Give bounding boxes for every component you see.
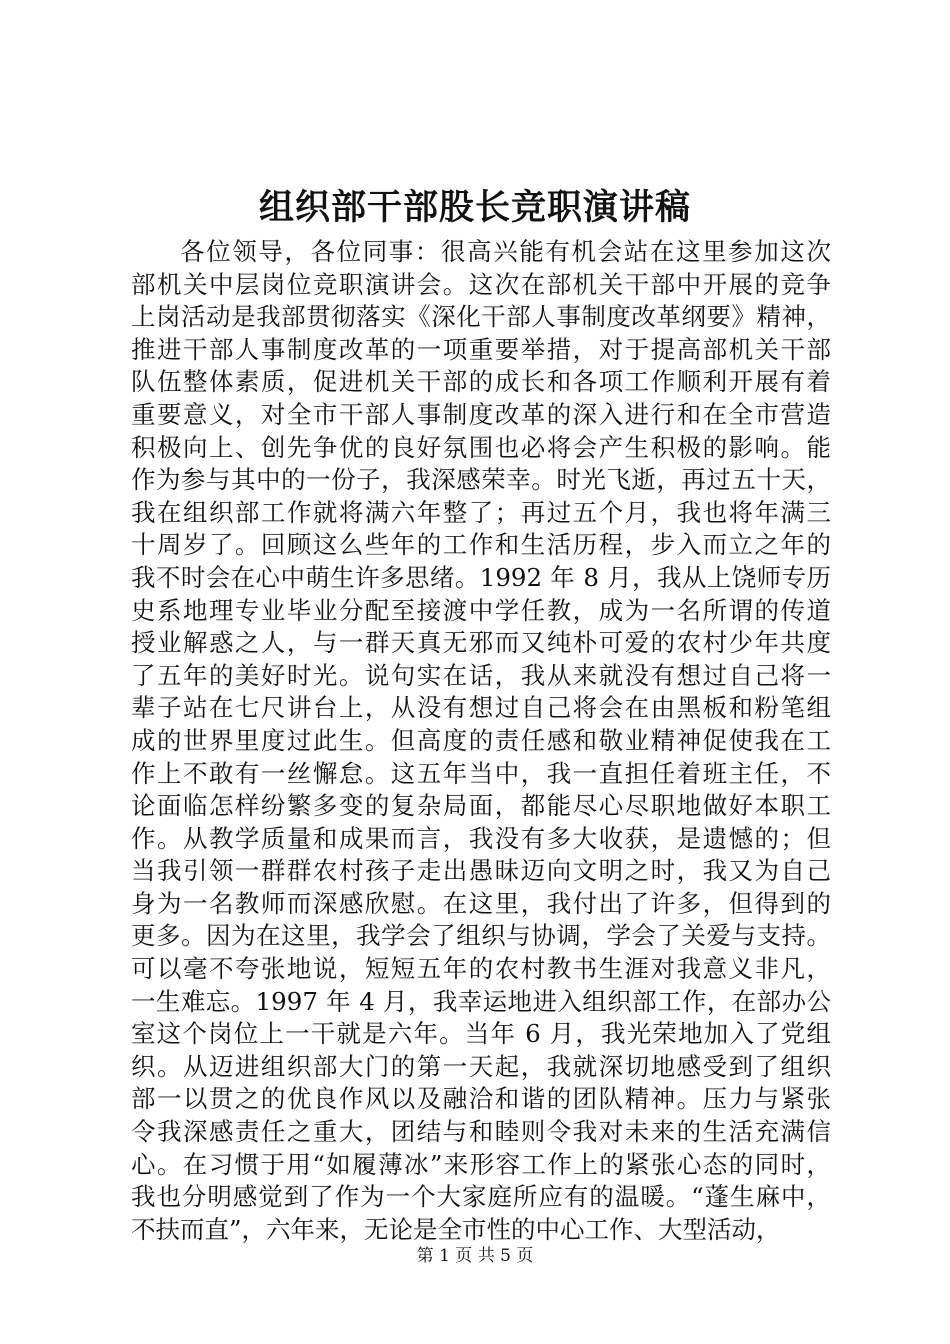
body-line: 辈子站在七尺讲台上，从没有想过自己将会在由黑板和粉笔组 xyxy=(131,693,831,723)
body-line: 更多。因为在这里，我学会了组织与协调，学会了关爱与支持。 xyxy=(131,921,831,951)
body-line: 各位领导，各位同事：很高兴能有机会站在这里参加这次 xyxy=(180,237,831,266)
body-line: 心。在习惯于用“如履薄冰”来形容工作上的紧张心态的同时， xyxy=(131,1149,831,1179)
body-line: 我也分明感觉到了作为一个大家庭所应有的温暖。“蓬生麻中， xyxy=(131,1182,831,1212)
document-title: 组织部干部股长竞职演讲稿 xyxy=(258,187,691,228)
body-line: 重要意义，对全市干部人事制度改革的深入进行和在全市营造 xyxy=(131,399,831,429)
body-line: 身为一名教师而深感欣慰。在这里，我付出了许多，但得到的 xyxy=(131,888,831,918)
body-line: 一生难忘。1997 年 4 月，我幸运地进入组织部工作，在部办公 xyxy=(131,986,831,1016)
body-line: 室这个岗位上一干就是六年。当年 6 月，我光荣地加入了党组 xyxy=(131,1019,831,1049)
page-footer: 第 1 页 共 5 页 xyxy=(416,1246,534,1266)
body-line: 部一以贯之的优良作风以及融洽和谐的团队精神。压力与紧张 xyxy=(131,1084,831,1114)
body-line: 织。从迈进组织部大门的第一天起，我就深切地感受到了组织 xyxy=(131,1051,831,1081)
body-line: 我不时会在心中萌生许多思绪。1992 年 8 月，我从上饶师专历 xyxy=(131,562,831,592)
body-line: 授业解惑之人，与一群天真无邪而又纯朴可爱的农村少年共度 xyxy=(131,628,831,658)
body-line: 了五年的美好时光。说句实在话，我从来就没有想过自己将一 xyxy=(131,660,831,690)
body-line: 部机关中层岗位竞职演讲会。这次在部机关干部中开展的竞争 xyxy=(131,269,831,299)
body-line: 不扶而直”，六年来，无论是全市性的中心工作、大型活动， xyxy=(131,1214,781,1244)
body-line: 我在组织部工作就将满六年整了；再过五个月，我也将年满三 xyxy=(131,497,831,527)
body-line: 十周岁了。回顾这么些年的工作和生活历程，步入而立之年的 xyxy=(131,530,831,560)
body-line: 成的世界里度过此生。但高度的责任感和敬业精神促使我在工 xyxy=(131,725,831,755)
body-line: 队伍整体素质，促进机关干部的成长和各项工作顺利开展有着 xyxy=(131,367,831,397)
body-line: 当我引领一群群农村孩子走出愚昧迈向文明之时，我又为自己 xyxy=(131,856,831,886)
body-line: 史系地理专业毕业分配至接渡中学任教，成为一名所谓的传道 xyxy=(131,595,831,625)
document-body xyxy=(131,236,831,1246)
body-line: 作为参与其中的一份子，我深感荣幸。时光飞逝，再过五十天， xyxy=(131,465,831,495)
body-line: 作。从教学质量和成果而言，我没有多大收获，是遗憾的；但 xyxy=(131,823,831,853)
body-line: 作上不敢有一丝懈怠。这五年当中，我一直担任着班主任，不 xyxy=(131,758,831,788)
body-line: 上岗活动是我部贯彻落实《深化干部人事制度改革纲要》精神， xyxy=(131,302,831,332)
body-line: 积极向上、创先争优的良好氛围也必将会产生积极的影响。能 xyxy=(131,432,831,462)
body-line: 论面临怎样纷繁多变的复杂局面，都能尽心尽职地做好本职工 xyxy=(131,791,831,821)
body-line: 可以毫不夸张地说，短短五年的农村教书生涯对我意义非凡， xyxy=(131,954,831,984)
body-line: 推进干部人事制度改革的一项重要举措，对于提高部机关干部 xyxy=(131,334,831,364)
body-line: 令我深感责任之重大，团结与和睦则令我对未来的生活充满信 xyxy=(131,1117,831,1147)
